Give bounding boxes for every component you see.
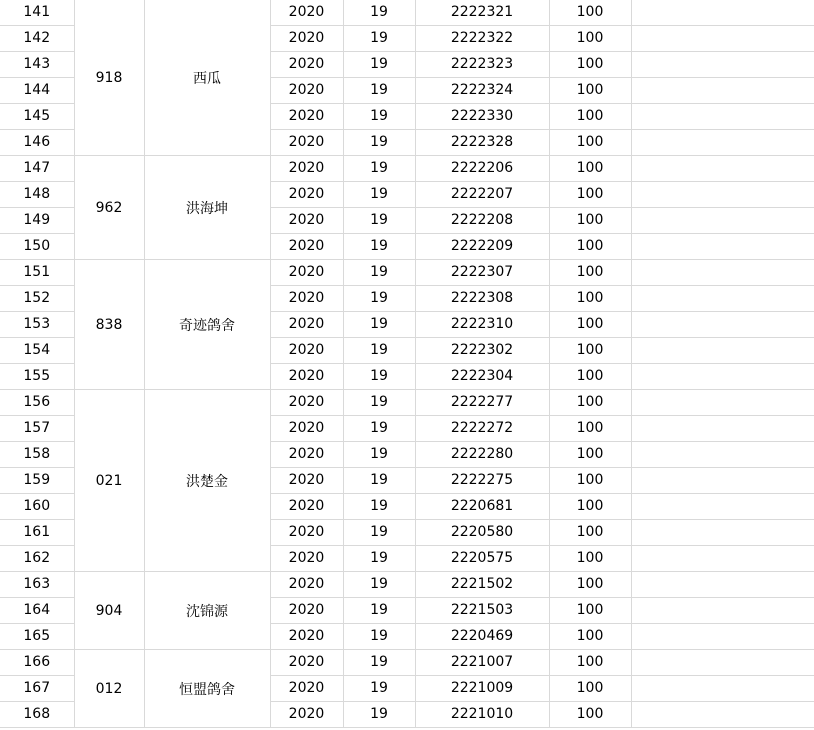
- year-cell[interactable]: 2020: [270, 260, 343, 286]
- ring-number-cell[interactable]: 2222209: [415, 234, 549, 260]
- empty-cell[interactable]: [631, 78, 814, 104]
- row-number-cell[interactable]: 160: [0, 494, 74, 520]
- row-number-cell[interactable]: 166: [0, 650, 74, 676]
- year-cell[interactable]: 2020: [270, 26, 343, 52]
- table-row: [0, 572, 814, 598]
- empty-cell[interactable]: [631, 546, 814, 572]
- empty-cell[interactable]: [631, 416, 814, 442]
- score-cell[interactable]: 100: [549, 676, 631, 702]
- row-number-cell[interactable]: 161: [0, 520, 74, 546]
- year-cell[interactable]: 2020: [270, 442, 343, 468]
- row-number-cell[interactable]: 150: [0, 234, 74, 260]
- area-code-cell[interactable]: 19: [343, 104, 415, 130]
- loft-name-cell[interactable]: 西瓜: [144, 0, 270, 156]
- empty-cell[interactable]: [631, 0, 814, 26]
- ring-number-cell[interactable]: 2222208: [415, 208, 549, 234]
- area-code-cell[interactable]: 19: [343, 468, 415, 494]
- year-cell[interactable]: 2020: [270, 338, 343, 364]
- row-number-cell[interactable]: 151: [0, 260, 74, 286]
- row-number-cell[interactable]: 154: [0, 338, 74, 364]
- area-code-cell[interactable]: 19: [343, 572, 415, 598]
- score-cell[interactable]: 100: [549, 286, 631, 312]
- year-cell[interactable]: 2020: [270, 650, 343, 676]
- area-code-cell[interactable]: 19: [343, 676, 415, 702]
- row-number-cell[interactable]: 152: [0, 286, 74, 312]
- empty-cell[interactable]: [631, 312, 814, 338]
- year-cell[interactable]: 2020: [270, 286, 343, 312]
- year-cell[interactable]: 2020: [270, 598, 343, 624]
- score-cell[interactable]: 100: [549, 390, 631, 416]
- area-code-cell[interactable]: 19: [343, 338, 415, 364]
- area-code-cell[interactable]: 19: [343, 260, 415, 286]
- score-cell[interactable]: 100: [549, 598, 631, 624]
- row-number-cell[interactable]: 163: [0, 572, 74, 598]
- empty-cell[interactable]: [631, 520, 814, 546]
- area-code-cell[interactable]: 19: [343, 208, 415, 234]
- empty-cell[interactable]: [631, 234, 814, 260]
- empty-cell[interactable]: [631, 598, 814, 624]
- area-code-cell[interactable]: 19: [343, 364, 415, 390]
- area-code-cell[interactable]: 19: [343, 52, 415, 78]
- year-cell[interactable]: 2020: [270, 130, 343, 156]
- ring-number-cell[interactable]: 2222302: [415, 338, 549, 364]
- score-cell[interactable]: 100: [549, 208, 631, 234]
- ring-number-cell[interactable]: 2222206: [415, 156, 549, 182]
- loft-name-cell[interactable]: 沈锦源: [144, 572, 270, 650]
- ring-number-cell[interactable]: 2222322: [415, 26, 549, 52]
- empty-cell[interactable]: [631, 494, 814, 520]
- empty-cell[interactable]: [631, 260, 814, 286]
- area-code-cell[interactable]: 19: [343, 390, 415, 416]
- area-code-cell[interactable]: 19: [343, 26, 415, 52]
- member-code-cell[interactable]: 012: [74, 650, 144, 728]
- ring-number-cell[interactable]: 2220575: [415, 546, 549, 572]
- empty-cell[interactable]: [631, 702, 814, 728]
- score-cell[interactable]: 100: [549, 234, 631, 260]
- ring-number-cell[interactable]: 2222272: [415, 416, 549, 442]
- row-number-cell[interactable]: 144: [0, 78, 74, 104]
- table-row: [0, 0, 814, 26]
- year-cell[interactable]: 2020: [270, 0, 343, 26]
- area-code-cell[interactable]: 19: [343, 130, 415, 156]
- empty-cell[interactable]: [631, 442, 814, 468]
- year-cell[interactable]: 2020: [270, 702, 343, 728]
- empty-cell[interactable]: [631, 208, 814, 234]
- ring-number-cell[interactable]: 2220580: [415, 520, 549, 546]
- score-cell[interactable]: 100: [549, 312, 631, 338]
- area-code-cell[interactable]: 19: [343, 624, 415, 650]
- score-cell[interactable]: 100: [549, 468, 631, 494]
- year-cell[interactable]: 2020: [270, 494, 343, 520]
- ring-number-cell[interactable]: 2222324: [415, 78, 549, 104]
- year-cell[interactable]: 2020: [270, 104, 343, 130]
- empty-cell[interactable]: [631, 390, 814, 416]
- ring-number-cell[interactable]: 2221010: [415, 702, 549, 728]
- loft-name-cell[interactable]: 洪海坤: [144, 156, 270, 260]
- ring-number-cell[interactable]: 2222308: [415, 286, 549, 312]
- score-cell[interactable]: 100: [549, 650, 631, 676]
- table-row: [0, 650, 814, 676]
- ring-number-cell[interactable]: 2222304: [415, 364, 549, 390]
- area-code-cell[interactable]: 19: [343, 598, 415, 624]
- year-cell[interactable]: 2020: [270, 312, 343, 338]
- area-code-cell[interactable]: 19: [343, 520, 415, 546]
- year-cell[interactable]: 2020: [270, 364, 343, 390]
- score-cell[interactable]: 100: [549, 442, 631, 468]
- area-code-cell[interactable]: 19: [343, 546, 415, 572]
- area-code-cell[interactable]: 19: [343, 416, 415, 442]
- ring-number-cell[interactable]: 2222323: [415, 52, 549, 78]
- score-cell[interactable]: 100: [549, 546, 631, 572]
- year-cell[interactable]: 2020: [270, 676, 343, 702]
- row-number-cell[interactable]: 149: [0, 208, 74, 234]
- empty-cell[interactable]: [631, 286, 814, 312]
- score-cell[interactable]: 100: [549, 416, 631, 442]
- member-code-cell[interactable]: 918: [74, 0, 144, 156]
- row-number-cell[interactable]: 156: [0, 390, 74, 416]
- score-cell[interactable]: 100: [549, 702, 631, 728]
- score-cell[interactable]: 100: [549, 338, 631, 364]
- ring-number-cell[interactable]: 2222328: [415, 130, 549, 156]
- year-cell[interactable]: 2020: [270, 468, 343, 494]
- row-number-cell[interactable]: 142: [0, 26, 74, 52]
- area-code-cell[interactable]: 19: [343, 494, 415, 520]
- table-row: [0, 390, 814, 416]
- score-cell[interactable]: 100: [549, 156, 631, 182]
- ring-number-cell[interactable]: 2222330: [415, 104, 549, 130]
- score-cell[interactable]: 100: [549, 52, 631, 78]
- year-cell[interactable]: 2020: [270, 52, 343, 78]
- empty-cell[interactable]: [631, 156, 814, 182]
- year-cell[interactable]: 2020: [270, 572, 343, 598]
- row-number-cell[interactable]: 165: [0, 624, 74, 650]
- table-row: [0, 260, 814, 286]
- loft-name-cell[interactable]: 奇迹鸽舍: [144, 260, 270, 390]
- member-code-cell[interactable]: 838: [74, 260, 144, 390]
- empty-cell[interactable]: [631, 338, 814, 364]
- area-code-cell[interactable]: 19: [343, 182, 415, 208]
- score-cell[interactable]: 100: [549, 78, 631, 104]
- row-number-cell[interactable]: 145: [0, 104, 74, 130]
- area-code-cell[interactable]: 19: [343, 156, 415, 182]
- member-code-cell[interactable]: 962: [74, 156, 144, 260]
- row-number-cell[interactable]: 167: [0, 676, 74, 702]
- area-code-cell[interactable]: 19: [343, 286, 415, 312]
- loft-name-cell[interactable]: 恒盟鸽舍: [144, 650, 270, 728]
- empty-cell[interactable]: [631, 104, 814, 130]
- loft-name-cell[interactable]: 洪楚金: [144, 390, 270, 572]
- row-number-cell[interactable]: 147: [0, 156, 74, 182]
- empty-cell[interactable]: [631, 26, 814, 52]
- table-row: [0, 156, 814, 182]
- score-cell[interactable]: 100: [549, 104, 631, 130]
- ring-number-cell[interactable]: 2222321: [415, 0, 549, 26]
- score-cell[interactable]: 100: [549, 0, 631, 26]
- area-code-cell[interactable]: 19: [343, 312, 415, 338]
- area-code-cell[interactable]: 19: [343, 0, 415, 26]
- ring-number-cell[interactable]: 2221007: [415, 650, 549, 676]
- score-cell[interactable]: 100: [549, 182, 631, 208]
- row-number-cell[interactable]: 162: [0, 546, 74, 572]
- empty-cell[interactable]: [631, 650, 814, 676]
- empty-cell[interactable]: [631, 468, 814, 494]
- score-cell[interactable]: 100: [549, 130, 631, 156]
- year-cell[interactable]: 2020: [270, 208, 343, 234]
- ring-number-cell[interactable]: 2221009: [415, 676, 549, 702]
- ring-number-cell[interactable]: 2222277: [415, 390, 549, 416]
- row-number-cell[interactable]: 159: [0, 468, 74, 494]
- ring-number-cell[interactable]: 2222207: [415, 182, 549, 208]
- score-cell[interactable]: 100: [549, 572, 631, 598]
- year-cell[interactable]: 2020: [270, 78, 343, 104]
- ring-number-cell[interactable]: 2222307: [415, 260, 549, 286]
- row-number-cell[interactable]: 164: [0, 598, 74, 624]
- ring-number-cell[interactable]: 2222275: [415, 468, 549, 494]
- member-code-cell[interactable]: 021: [74, 390, 144, 572]
- row-number-cell[interactable]: 157: [0, 416, 74, 442]
- ring-number-cell[interactable]: 2221502: [415, 572, 549, 598]
- year-cell[interactable]: 2020: [270, 234, 343, 260]
- area-code-cell[interactable]: 19: [343, 702, 415, 728]
- year-cell[interactable]: 2020: [270, 156, 343, 182]
- year-cell[interactable]: 2020: [270, 390, 343, 416]
- year-cell[interactable]: 2020: [270, 546, 343, 572]
- score-cell[interactable]: 100: [549, 494, 631, 520]
- ring-number-cell[interactable]: 2222310: [415, 312, 549, 338]
- empty-cell[interactable]: [631, 676, 814, 702]
- row-number-cell[interactable]: 168: [0, 702, 74, 728]
- score-cell[interactable]: 100: [549, 260, 631, 286]
- empty-cell[interactable]: [631, 572, 814, 598]
- row-number-cell[interactable]: 148: [0, 182, 74, 208]
- year-cell[interactable]: 2020: [270, 624, 343, 650]
- area-code-cell[interactable]: 19: [343, 442, 415, 468]
- ring-number-cell[interactable]: 2222280: [415, 442, 549, 468]
- row-number-cell[interactable]: 158: [0, 442, 74, 468]
- area-code-cell[interactable]: 19: [343, 650, 415, 676]
- area-code-cell[interactable]: 19: [343, 78, 415, 104]
- score-cell[interactable]: 100: [549, 26, 631, 52]
- ring-number-cell[interactable]: 2220681: [415, 494, 549, 520]
- row-number-cell[interactable]: 141: [0, 0, 74, 26]
- row-number-cell[interactable]: 146: [0, 130, 74, 156]
- empty-cell[interactable]: [631, 364, 814, 390]
- row-number-cell[interactable]: 155: [0, 364, 74, 390]
- empty-cell[interactable]: [631, 624, 814, 650]
- score-cell[interactable]: 100: [549, 624, 631, 650]
- year-cell[interactable]: 2020: [270, 520, 343, 546]
- row-number-cell[interactable]: 143: [0, 52, 74, 78]
- year-cell[interactable]: 2020: [270, 182, 343, 208]
- score-cell[interactable]: 100: [549, 364, 631, 390]
- row-number-cell[interactable]: 153: [0, 312, 74, 338]
- member-code-cell[interactable]: 904: [74, 572, 144, 650]
- ring-number-cell[interactable]: 2220469: [415, 624, 549, 650]
- empty-cell[interactable]: [631, 130, 814, 156]
- score-cell[interactable]: 100: [549, 520, 631, 546]
- empty-cell[interactable]: [631, 52, 814, 78]
- year-cell[interactable]: 2020: [270, 416, 343, 442]
- empty-cell[interactable]: [631, 182, 814, 208]
- area-code-cell[interactable]: 19: [343, 234, 415, 260]
- ring-number-cell[interactable]: 2221503: [415, 598, 549, 624]
